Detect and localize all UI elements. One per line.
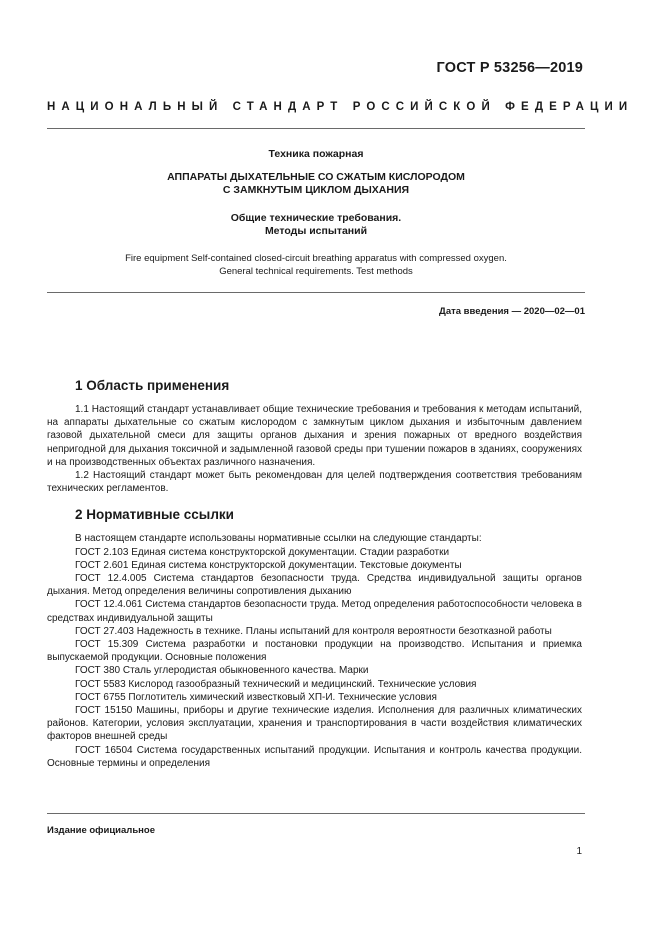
reference-item: ГОСТ 6755 Поглотитель химический известковый ХП-И. Технические условия bbox=[75, 691, 437, 703]
reference-item: ГОСТ 16504 Система государственных испытаний продукции. Испытания и контроль качества продукции. Основные термины и определения bbox=[47, 744, 582, 769]
official-edition-label: Издание официальное bbox=[47, 825, 155, 836]
english-title bbox=[47, 253, 585, 278]
national-standard-banner: НАЦИОНАЛЬНЫЙ СТАНДАРТ РОССИЙСКОЙ ФЕДЕРАЦИИ bbox=[47, 101, 634, 113]
reference-item: ГОСТ 380 Сталь углеродистая обыкновенного качества. Марки bbox=[75, 665, 369, 677]
section-heading: 1 Область применения bbox=[75, 378, 230, 393]
english-title-line-1: Fire equipment Self-contained closed-circuit breathing apparatus with compressed oxygen. bbox=[125, 253, 507, 264]
paragraph: 1.2 Настоящий стандарт может быть рекомендован для целей подтверждения соответствия требованиям технических регламентов. bbox=[47, 470, 582, 495]
subject-line: Техника пожарная bbox=[268, 148, 364, 160]
section-heading: 2 Нормативные ссылки bbox=[75, 507, 234, 523]
header-divider bbox=[47, 128, 585, 129]
subtitle-line-1: Общие технические требования. bbox=[230, 212, 402, 224]
document-title bbox=[47, 171, 585, 197]
reference-item: ГОСТ 27.403 Надежность в технике. Планы испытаний для контроля вероятности безотказной работы bbox=[75, 625, 552, 637]
title-line-2: С ЗАМКНУТЫМ ЦИКЛОМ ДЫХАНИЯ bbox=[222, 184, 410, 196]
title-divider bbox=[47, 292, 585, 293]
section-normative-references bbox=[47, 507, 582, 770]
paragraph: 1.1 Настоящий стандарт устанавливает общие технические требования и требования к методам испытаний, на аппараты дыхательные со сжатым кислородом с замкнутым циклом дыхания и избыточным давлением газовой дыхательной смеси для защиты органов дыхания и зрения пожарных от вредного воздействия непригодной для дыхания токсичной и задымленной газовой среды при тушении пожаров в зданиях, сооружениях и на производственных объектах различного назначения. bbox=[47, 404, 582, 468]
subtitle-line-2: Методы испытаний bbox=[264, 225, 368, 237]
introduction-date: Дата введения — 2020—02—01 bbox=[439, 306, 585, 317]
section-scope bbox=[47, 378, 582, 495]
page-number: 1 bbox=[576, 846, 582, 857]
english-title-line-2: General technical requirements. Test methods bbox=[219, 265, 413, 277]
reference-item: ГОСТ 2.601 Единая система конструкторской документации. Текстовые документы bbox=[75, 559, 462, 571]
reference-item: ГОСТ 15150 Машины, приборы и другие технические изделия. Исполнения для различных климатических районов. Категории, условия эксплуатации, хранения и транспортирования в части воздействия климатических факторов внешней среды bbox=[47, 705, 582, 743]
paragraph: В настоящем стандарте использованы нормативные ссылки на следующие стандарты: bbox=[75, 533, 482, 545]
reference-item: ГОСТ 5583 Кислород газообразный технический и медицинский. Технические условия bbox=[75, 678, 477, 690]
document-body bbox=[47, 378, 582, 770]
document-subtitle bbox=[47, 212, 585, 238]
footer-divider bbox=[47, 813, 585, 814]
title-line-1: АППАРАТЫ ДЫХАТЕЛЬНЫЕ СО СЖАТЫМ КИСЛОРОДОМ bbox=[167, 171, 465, 183]
document-number: ГОСТ Р 53256—2019 bbox=[436, 60, 583, 76]
reference-item: ГОСТ 12.4.005 Система стандартов безопасности труда. Средства индивидуальной защиты органов дыхания. Метод определения величины сопротивления дыханию bbox=[47, 573, 582, 598]
reference-item: ГОСТ 2.103 Единая система конструкторской документации. Стадии разработки bbox=[75, 546, 450, 558]
reference-item: ГОСТ 12.4.061 Система стандартов безопасности труда. Метод определения работоспособности человека в средствах индивидуальной защиты bbox=[47, 599, 582, 624]
reference-item: ГОСТ 15.309 Система разработки и постановки продукции на производство. Испытания и приемка выпускаемой продукции. Основные положения bbox=[47, 639, 582, 664]
